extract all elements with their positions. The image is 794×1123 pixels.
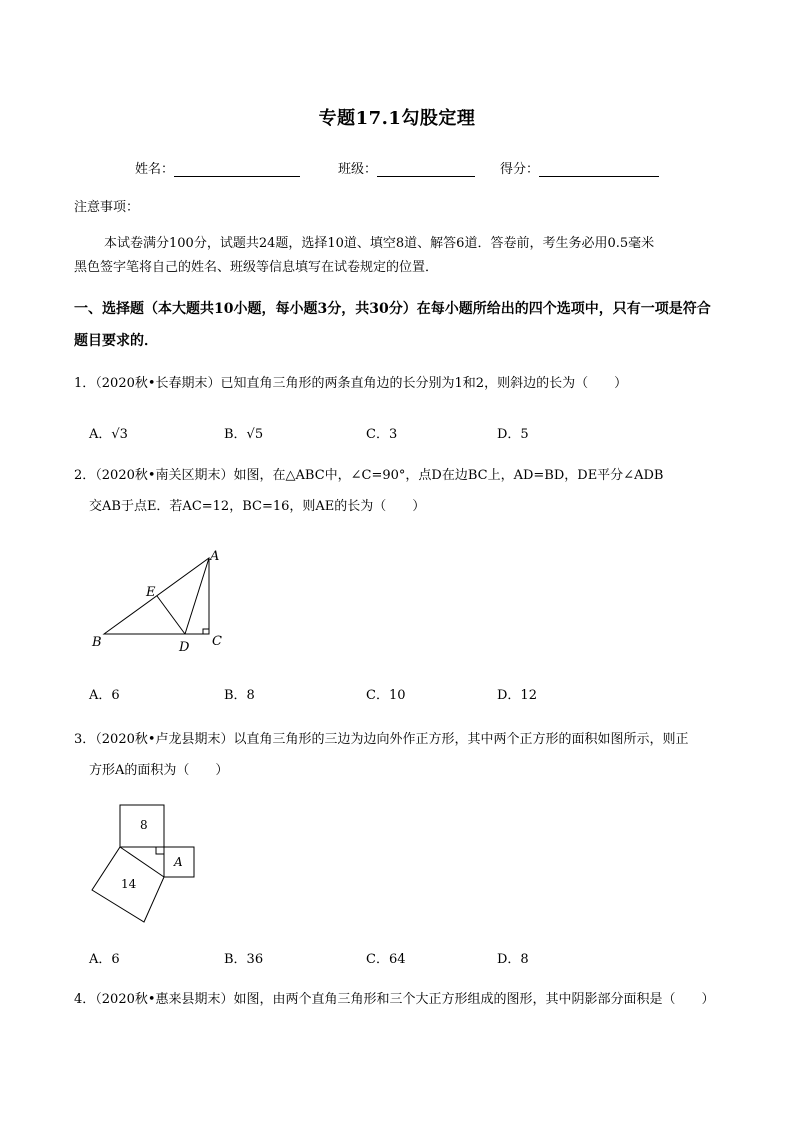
class-blank[interactable] [377,162,475,177]
section-heading-line-2: 题目要求的． [74,333,158,349]
score-field [500,158,659,177]
q1-option-d[interactable]: D．5 [497,427,529,442]
label-b: B [92,635,102,650]
segment-de [157,596,185,634]
score-blank[interactable] [539,162,659,177]
q3-option-b[interactable]: B．36 [224,952,264,967]
q3-option-c[interactable]: C．64 [366,952,406,967]
square-right-label: A [174,855,183,869]
section-heading-line-1: 一、选择题（本大题共10小题，每小题3分，共30分）在每小题所给出的四个选项中，只有一项是符合 [74,301,711,317]
score-label: 得分： [500,162,540,177]
squares-figure [85,795,205,930]
q3-line-2: 方形A的面积为（ ） [89,763,229,778]
square-top-label: 8 [140,818,148,832]
name-blank[interactable] [174,162,300,177]
triangle-abc [104,558,209,634]
triangle-figure [85,540,245,660]
q2-option-b[interactable]: B．8 [224,688,255,703]
q3-option-d[interactable]: D．8 [497,952,529,967]
square-right-angle-mark [156,847,164,854]
q1-text: 1．（2020秋•长春期末）已知直角三角形的两条直角边的长分别为1和2，则斜边的长为（ ） [74,376,628,391]
class-label: 班级： [338,162,378,177]
notice-heading: 注意事项： [74,200,140,215]
label-a: A [210,549,220,564]
q1-option-c[interactable]: C．3 [366,427,398,442]
label-c: C [212,634,222,649]
notice-line-2: 黑色签字笔将自己的姓名、班级等信息填写在试卷规定的位置． [74,260,439,275]
notice-line-1: 本试卷满分100分，试题共24题，选择10道、填空8道、解答6道．答卷前，考生务必用0.5毫米 [104,236,655,251]
square-left-label: 14 [121,877,137,891]
q3-line-1: 3．（2020秋•卢龙县期末）以直角三角形的三边为边向外作正方形，其中两个正方形的面积如图所示，则正 [74,732,689,747]
name-label: 姓名： [135,162,175,177]
segment-ad [185,558,209,634]
q2-option-c[interactable]: C．10 [366,688,406,703]
q1-option-a[interactable]: A．√3 [89,427,128,442]
label-d: D [179,640,190,655]
label-e: E [146,585,156,600]
q1-option-b[interactable]: B．√5 [224,427,264,442]
class-field [338,158,475,177]
name-field [135,158,300,177]
q3-option-a[interactable]: A．6 [89,952,120,967]
q2-line-2: 交AB于点E．若AC=12，BC=16，则AE的长为（ ） [89,499,426,514]
q2-line-1: 2．（2020秋•南关区期末）如图，在△ABC中，∠C=90°，点D在边BC上，AD=BD，DE平分∠ADB [74,468,664,483]
q2-option-a[interactable]: A．6 [89,688,120,703]
q4-text: 4．（2020秋•惠来县期末）如图，由两个直角三角形和三个大正方形组成的图形，其中阴影部分面积是（ ） [74,992,715,1007]
q2-option-d[interactable]: D．12 [497,688,537,703]
right-angle-mark [203,629,209,634]
page-title: 专题17.1勾股定理 [318,108,476,129]
